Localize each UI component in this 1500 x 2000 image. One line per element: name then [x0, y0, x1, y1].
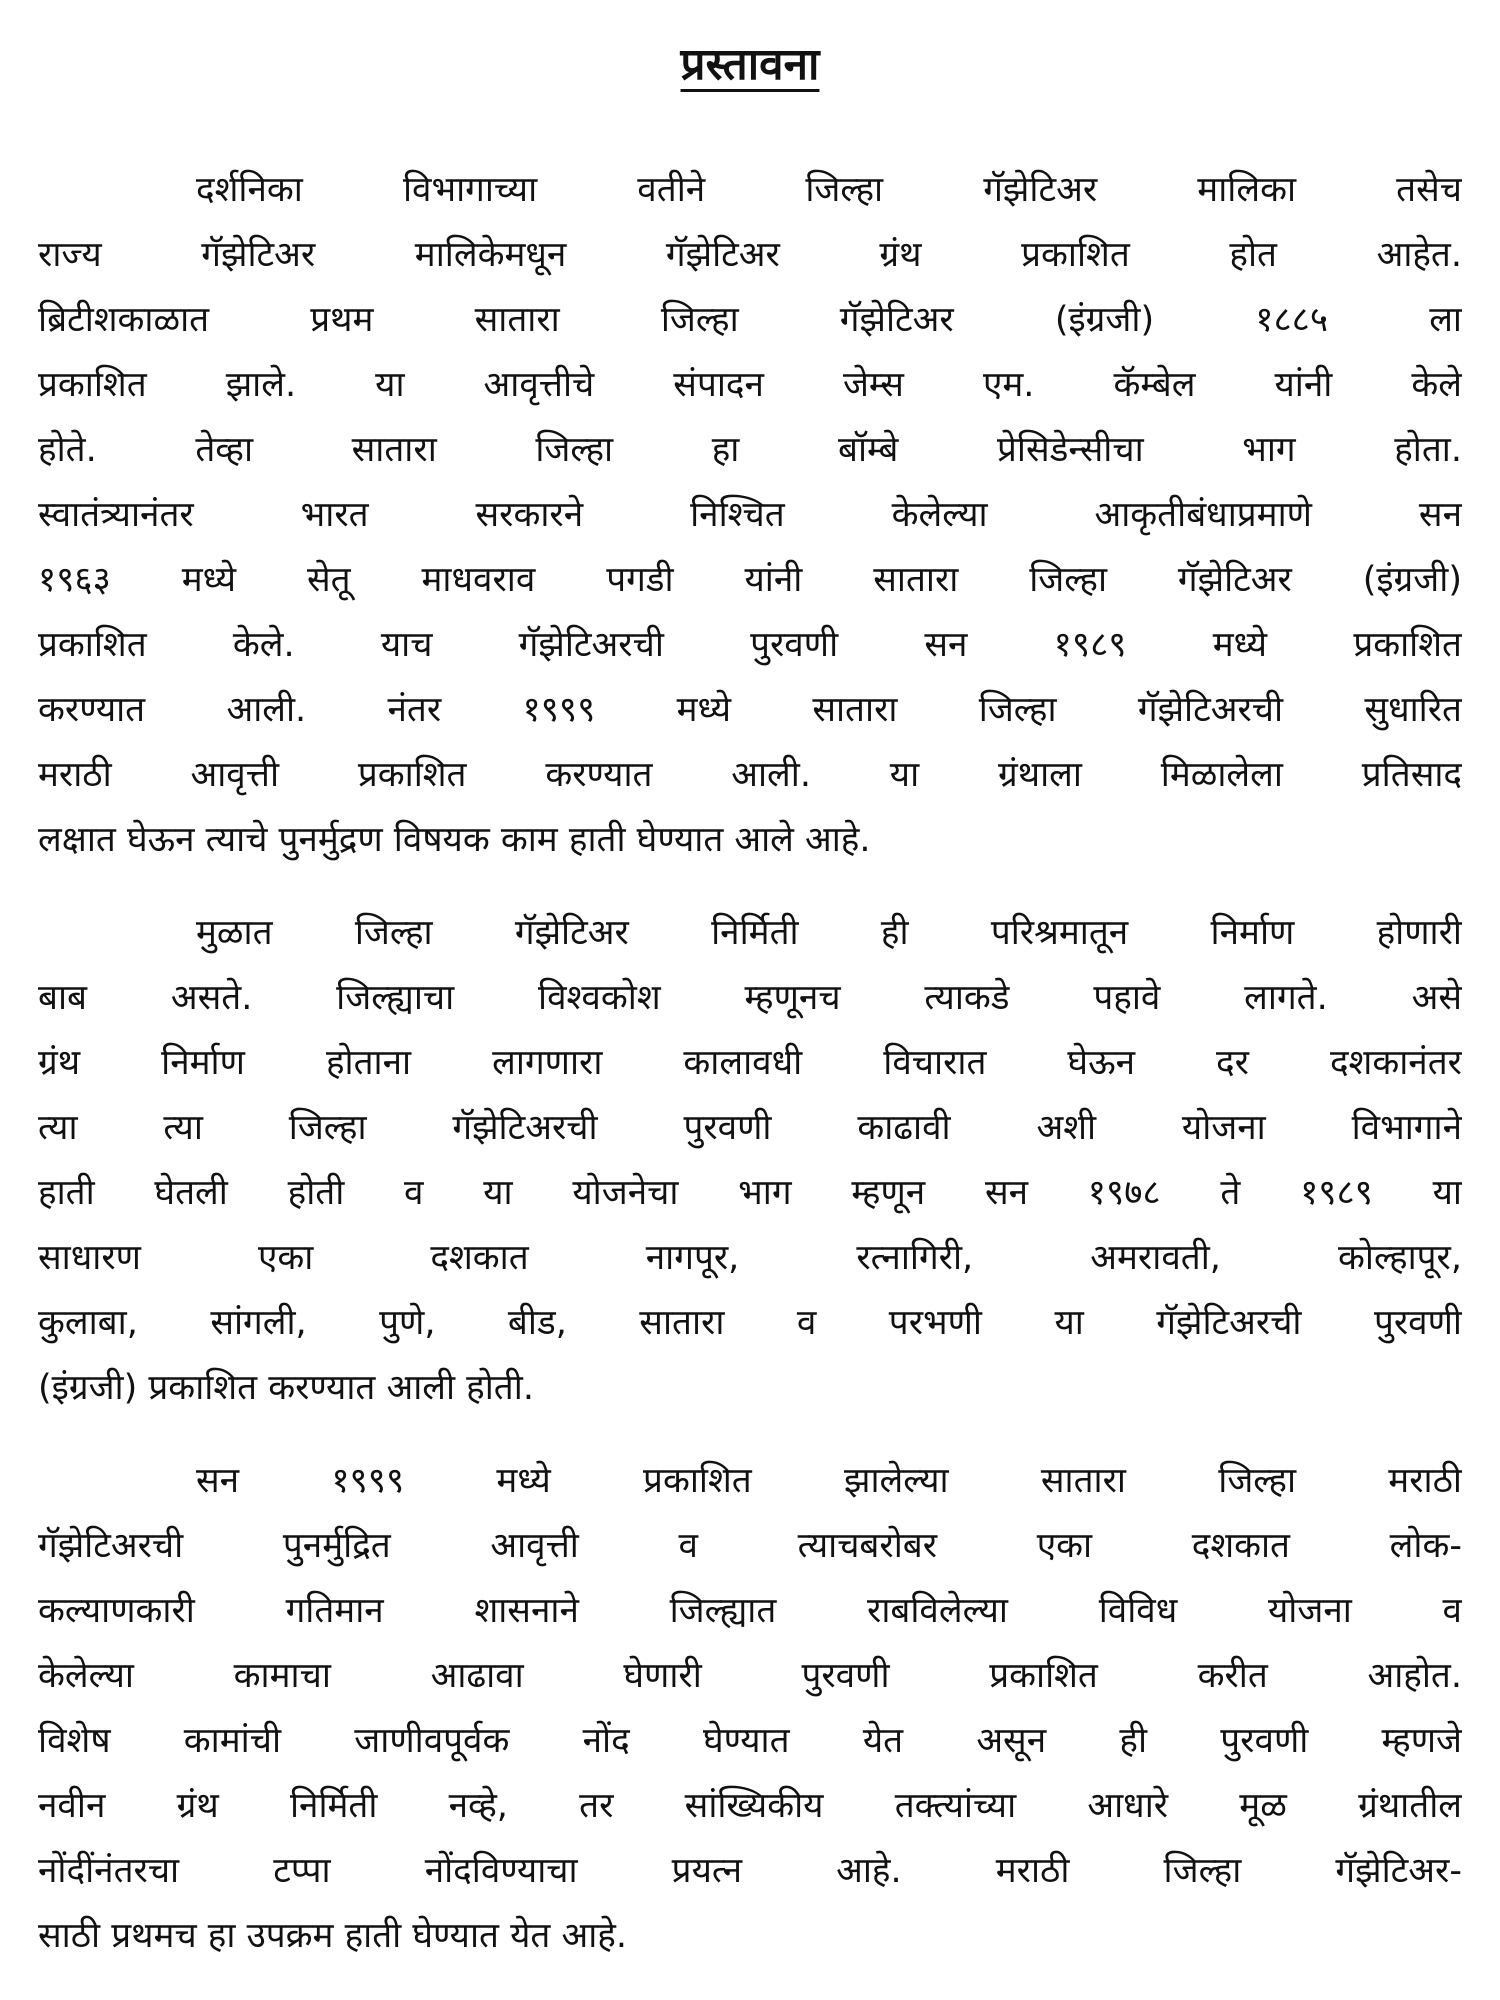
text-line: करण्यात आली. नंतर १९९९ मध्ये सातारा जिल्हा गॅझेटिअरची सुधारित [38, 690, 1462, 730]
text-line: बाब असते. जिल्ह्याचा विश्वकोश म्हणूनच त्याकडे पहावे लागते. असे [38, 978, 1462, 1018]
paragraph-3 [38, 1449, 1462, 1969]
text-line: त्या त्या जिल्हा गॅझेटिअरची पुरवणी काढावी अशी योजना विभागाने [38, 1108, 1462, 1148]
text-line: मुळात जिल्हा गॅझेटिअर निर्मिती ही परिश्रमातून निर्माण होणारी [196, 913, 1462, 953]
text-line: विशेष कामांची जाणीवपूर्वक नोंद घेण्यात येत असून ही पुरवणी म्हणजे [38, 1721, 1462, 1761]
paragraph-1 [38, 158, 1462, 873]
text-line: गॅझेटिअरची पुनर्मुद्रित आवृत्ती व त्याचबरोबर एका दशकात लोक- [38, 1526, 1462, 1566]
page-title [38, 30, 1462, 100]
text-line: प्रकाशित झाले. या आवृत्तीचे संपादन जेम्स एम. कॅम्बेल यांनी केले [38, 365, 1462, 405]
text-line: कुलाबा, सांगली, पुणे, बीड, सातारा व परभणी या गॅझेटिअरची पुरवणी [38, 1303, 1462, 1343]
text-line: लक्षात घेऊन त्याचे पुनर्मुद्रण विषयक काम हाती घेण्यात आले आहे. [38, 820, 871, 860]
page-title-text: प्रस्तावना [680, 39, 820, 90]
text-line: (इंग्रजी) प्रकाशित करण्यात आली होती. [38, 1368, 534, 1408]
text-line: ब्रिटीशकाळात प्रथम सातारा जिल्हा गॅझेटिअर (इंग्रजी) १८८५ ला [38, 300, 1462, 340]
text-line: हाती घेतली होती व या योजनेचा भाग म्हणून सन १९७८ ते १९८९ या [38, 1173, 1462, 1213]
text-line: दर्शनिका विभागाच्या वतीने जिल्हा गॅझेटिअर मालिका तसेच [196, 170, 1462, 210]
text-line: कल्याणकारी गतिमान शासनाने जिल्ह्यात राबविलेल्या विविध योजना व [38, 1591, 1462, 1631]
text-line: मराठी आवृत्ती प्रकाशित करण्यात आली. या ग्रंथाला मिळालेला प्रतिसाद [38, 755, 1462, 795]
text-line: ग्रंथ निर्माण होताना लागणारा कालावधी विचारात घेऊन दर दशकानंतर [38, 1043, 1462, 1083]
text-line: नवीन ग्रंथ निर्मिती नव्हे, तर सांख्यिकीय तक्त्यांच्या आधारे मूळ ग्रंथातील [38, 1786, 1462, 1826]
text-line: साधारण एका दशकात नागपूर, रत्नागिरी, अमरावती, कोल्हापूर, [38, 1238, 1462, 1278]
paragraph-2 [38, 901, 1462, 1421]
text-line: स्वातंत्र्यानंतर भारत सरकारने निश्चित केलेल्या आकृतीबंधाप्रमाणे सन [38, 495, 1462, 535]
text-line: नोंदींनंतरचा टप्पा नोंदविण्याचा प्रयत्न आहे. मराठी जिल्हा गॅझेटिअर- [38, 1851, 1462, 1891]
text-line: १९६३ मध्ये सेतू माधवराव पगडी यांनी सातारा जिल्हा गॅझेटिअर (इंग्रजी) [38, 560, 1462, 600]
text-line: राज्य गॅझेटिअर मालिकेमधून गॅझेटिअर ग्रंथ प्रकाशित होत आहेत. [38, 235, 1462, 275]
text-line: सन १९९९ मध्ये प्रकाशित झालेल्या सातारा जिल्हा मराठी [196, 1461, 1462, 1501]
text-line: साठी प्रथमच हा उपक्रम हाती घेण्यात येत आहे. [38, 1916, 627, 1956]
text-line: प्रकाशित केले. याच गॅझेटिअरची पुरवणी सन १९८९ मध्ये प्रकाशित [38, 625, 1462, 665]
document-page [38, 30, 1462, 1980]
text-line: होते. तेव्हा सातारा जिल्हा हा बॉम्बे प्रेसिडेन्सीचा भाग होता. [38, 430, 1462, 470]
text-line: केलेल्या कामाचा आढावा घेणारी पुरवणी प्रकाशित करीत आहोत. [38, 1656, 1462, 1696]
